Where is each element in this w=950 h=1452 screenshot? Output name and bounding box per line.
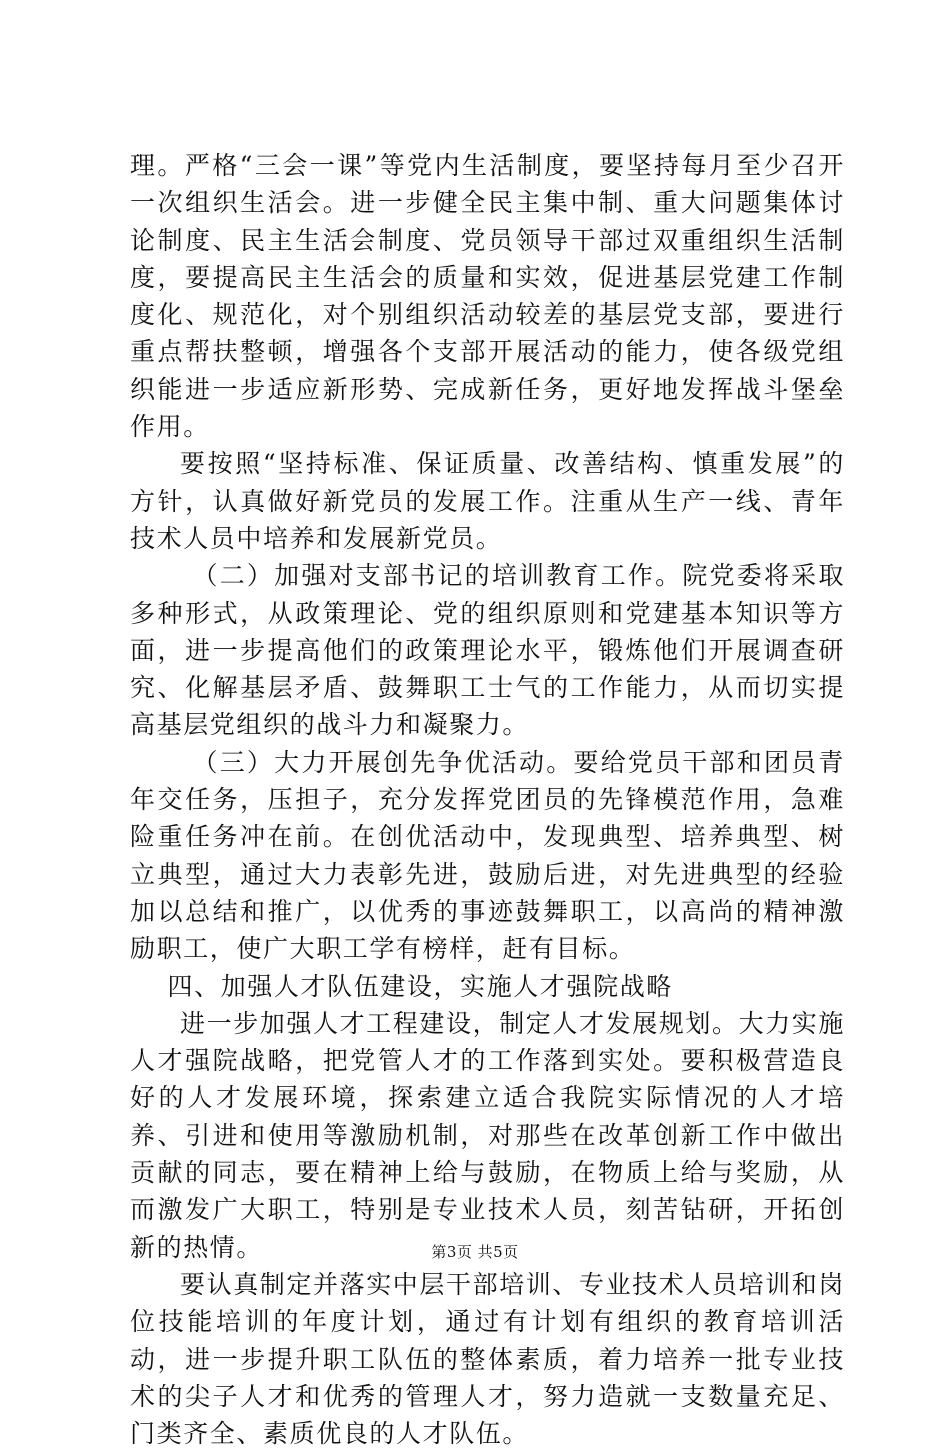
paragraph-branch-secretary-training: （二）加强对支部书记的培训教育工作。院党委将采取多种形式，从政策理论、党的组织原则和党建基本知识等方面，进一步提高他们的政策理论水平，锻炼他们开展调查研究、化解基层矛盾、鼓舞职工士气的工作能力，从而切实提高基层党组织的战斗力和凝聚力。 bbox=[130, 561, 845, 740]
section-heading-talent: 四、加强人才队伍建设，实施人才强院战略 bbox=[167, 971, 673, 1001]
paragraph-talent-project: 进一步加强人才工程建设，制定人才发展规划。大力实施人才强院战略，把党管人才的工作落到实处。要积极营造良好的人才发展环境，探索建立适合我院实际情况的人才培养、引进和使用等激励机制，对那些在改革创新工作中做出贡献的同志，要在精神上给与鼓励，在物质上给与奖励，从而激发广大职工，特别是专业技术人员，刻苦钻研，开拓创新的热情。 bbox=[130, 1008, 846, 1262]
paragraph-excellence-campaign: （三）大力开展创先争优活动。要给党员干部和团员青年交任务，压担子，充分发挥党团员的先锋模范作用，急难险重任务冲在前。在创优活动中，发现典型、培养典型、树立典型，通过大力表彰先进，鼓励后进，对先进典型的经验加以总结和推广，以优秀的事迹鼓舞职工，以高尚的精神激励职工，使广大职工学有榜样，赶有目标。 bbox=[130, 747, 845, 964]
paragraph-party-life-system: 理。严格“三会一课”等党内生活制度，要坚持每月至少召开一次组织生活会。进一步健全民主集中制、重大问题集体讨论制度、民主生活会制度、党员领导干部过双重组织生活制度，要提高民主生活会的质量和实效，促进基层党建工作制度化、规范化，对个别组织活动较差的基层党支部，要进行重点帮扶整顿，增强各个支部开展活动的能力，使各级党组织能进一步适应新形势、完成新任务，更好地发挥战斗堡垒作用。 bbox=[130, 151, 845, 442]
paragraph-training-plan: 要认真制定并落实中层干部培训、专业技术人员培训和岗位技能培训的年度计划，通过有计划有组织的教育培训活动，进一步提升职工队伍的整体素质，着力培养一批专业技术的尖子人才和优秀的管理人才，努力造就一支数量充足、门类齐全、素质优良的人才队伍。 bbox=[130, 1269, 846, 1449]
paragraph-new-member-development: 要按照“坚持标准、保证质量、改善结构、慎重发展”的方针，认真做好新党员的发展工作。注重从生产一线、青年技术人员中培养和发展新党员。 bbox=[130, 449, 845, 553]
page-number-footer: 第3页 共5页 bbox=[431, 1243, 519, 1261]
